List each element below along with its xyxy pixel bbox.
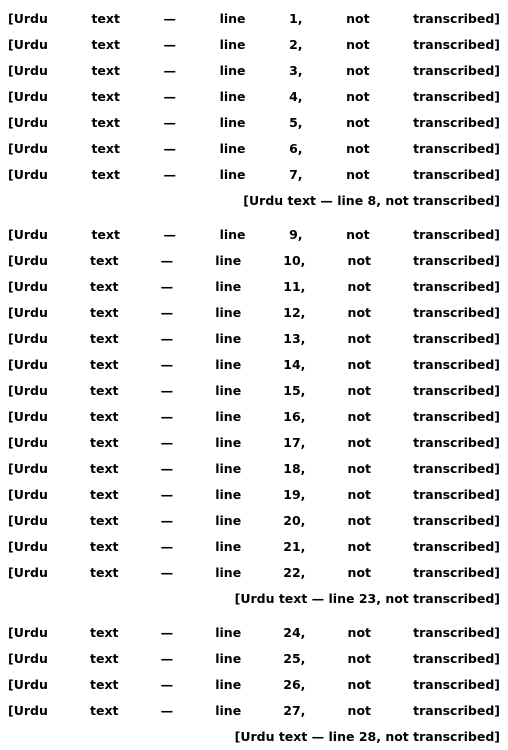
text-line: [Urdu text — line 5, not transcribed] [8, 115, 500, 130]
paragraph-gap [8, 214, 500, 222]
text-line: [Urdu text — line 26, not transcribed] [8, 677, 500, 692]
text-line: [Urdu text — line 8, not transcribed] [243, 193, 500, 208]
text-line: [Urdu text — line 16, not transcribed] [8, 409, 500, 424]
text-line: [Urdu text — line 28, not transcribed] [234, 729, 500, 744]
text-line: [Urdu text — line 19, not transcribed] [8, 487, 500, 502]
text-line: [Urdu text — line 21, not transcribed] [8, 539, 500, 554]
paragraph [8, 620, 500, 750]
text-line: [Urdu text — line 2, not transcribed] [8, 37, 500, 52]
text-line: [Urdu text — line 4, not transcribed] [8, 89, 500, 104]
paragraph [8, 222, 500, 612]
text-line: [Urdu text — line 25, not transcribed] [8, 651, 500, 666]
text-line: [Urdu text — line 1, not transcribed] [8, 11, 500, 26]
text-line: [Urdu text — line 24, not transcribed] [8, 625, 500, 640]
text-line: [Urdu text — line 13, not transcribed] [8, 331, 500, 346]
text-line: [Urdu text — line 23, not transcribed] [234, 591, 500, 606]
text-line: [Urdu text — line 15, not transcribed] [8, 383, 500, 398]
text-line: [Urdu text — line 18, not transcribed] [8, 461, 500, 476]
text-line: [Urdu text — line 11, not transcribed] [8, 279, 500, 294]
text-line: [Urdu text — line 10, not transcribed] [8, 253, 500, 268]
text-line: [Urdu text — line 14, not transcribed] [8, 357, 500, 372]
text-line: [Urdu text — line 3, not transcribed] [8, 63, 500, 78]
text-line: [Urdu text — line 9, not transcribed] [8, 227, 500, 242]
text-line: [Urdu text — line 12, not transcribed] [8, 305, 500, 320]
paragraph-gap [8, 612, 500, 620]
article-body [8, 6, 500, 750]
text-line: [Urdu text — line 22, not transcribed] [8, 565, 500, 580]
text-line: [Urdu text — line 20, not transcribed] [8, 513, 500, 528]
text-line: [Urdu text — line 7, not transcribed] [8, 167, 500, 182]
text-line: [Urdu text — line 27, not transcribed] [8, 703, 500, 718]
paragraph [8, 6, 500, 214]
text-line: [Urdu text — line 17, not transcribed] [8, 435, 500, 450]
text-line: [Urdu text — line 6, not transcribed] [8, 141, 500, 156]
